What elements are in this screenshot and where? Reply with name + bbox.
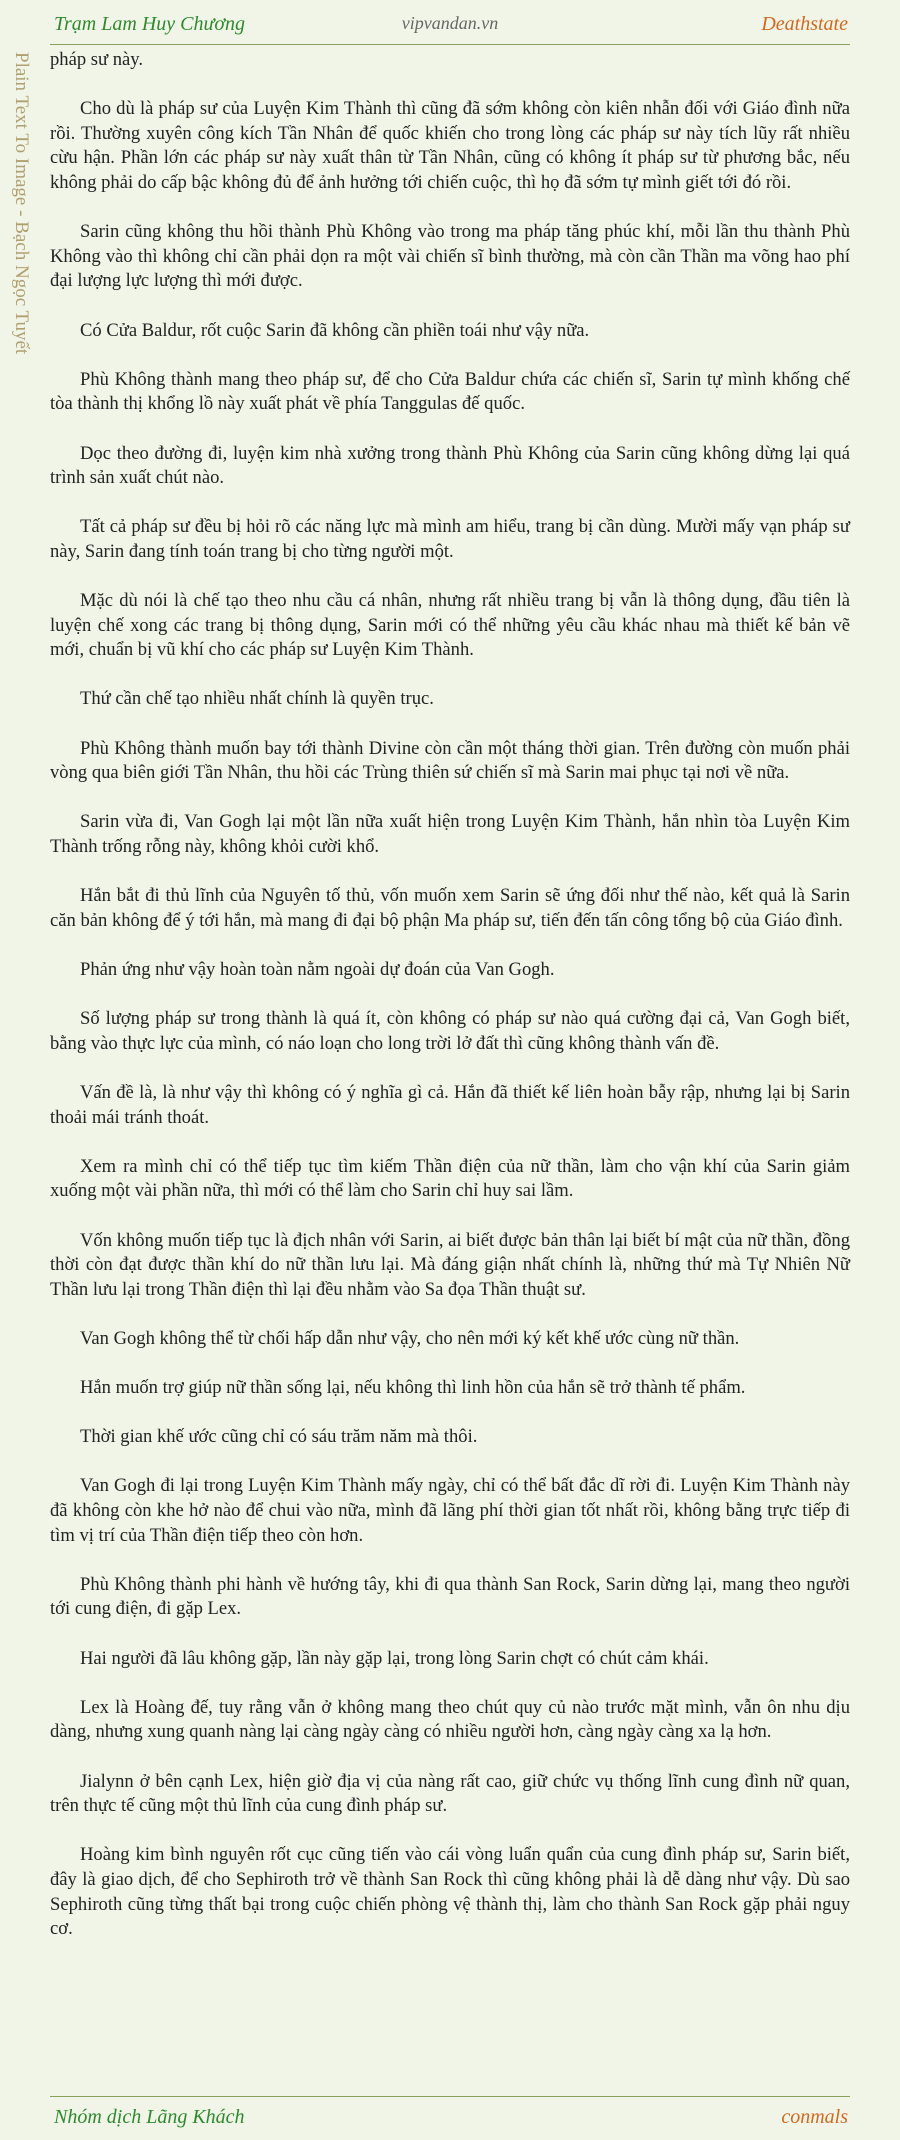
paragraph: Tất cả pháp sư đều bị hỏi rõ các năng lực mà mình am hiểu, trang bị cần dùng. Mười mấy vạn pháp sư này, Sarin đang tính toán trang bị cho từng người một. bbox=[50, 516, 850, 562]
paragraph: Van Gogh không thể từ chối hấp dẫn như vậy, cho nên mới ký kết khế ước cùng nữ thần. bbox=[80, 1327, 740, 1349]
paragraph: Hai người đã lâu không gặp, lần này gặp lại, trong lòng Sarin chợt có chút cảm khái. bbox=[80, 1647, 709, 1669]
paragraph: Sarin cũng không thu hồi thành Phù Không vào trong ma pháp tăng phúc khí, mỗi lần thu thành Phù Không vào thì không chỉ cần phải dọn ra một vài chiến sĩ bình thường, mà còn cần Thần ma võng hao phí đại lượng lực lượng thì mới được. bbox=[50, 221, 850, 292]
paragraph: Vấn đề là, là như vậy thì không có ý nghĩa gì cả. Hắn đã thiết kế liên hoàn bẫy rập, nhưng lại bị Sarin thoải mái tránh thoát. bbox=[50, 1081, 850, 1128]
paragraph: Phù Không thành mang theo pháp sư, để cho Cửa Baldur chứa các chiến sĩ, Sarin tự mình khống chế tòa thành thị khổng lồ này xuất phát về phía Tanggulas đế quốc. bbox=[50, 368, 850, 415]
header-url: vipvandan.vn bbox=[401, 13, 499, 33]
paragraph: Số lượng pháp sư trong thành là quá ít, còn không có pháp sư nào quá cường đại cả, Van Gogh biết, bằng vào thực lực của mình, có náo loạn cho long trời lở đất thì cũng không thành vấn đề. bbox=[50, 1008, 850, 1054]
paragraph: Hắn bắt đi thủ lĩnh của Nguyên tố thủ, vốn muốn xem Sarin sẽ ứng đối như thế nào, kết quả là Sarin căn bản không để ý tới hắn, mà mang đi đại bộ phận Ma pháp sư, tiến đến tấn công tổng bộ của Giáo đình. bbox=[50, 885, 850, 931]
paragraph: Thời gian khế ước cũng chỉ có sáu trăm năm mà thôi. bbox=[80, 1426, 478, 1448]
paragraph: Hoàng kim bình nguyên rốt cục cũng tiến vào cái vòng luẩn quẩn của cung đình pháp sư, Sarin biết, đây là giao dịch, để cho Sephiroth trở về thành San Rock thì cũng không phải là dễ dàng như vậy. Dù sao Sephiroth cũng từng thất bại trong cuộc chiến phòng vệ thành thị, làm cho thành San Rock gặp phải nguy cơ. bbox=[50, 1844, 850, 1940]
paragraph: Van Gogh đi lại trong Luyện Kim Thành mấy ngày, chỉ có thể bất đắc dĩ rời đi. Luyện Kim Thành này đã không còn khe hở nào để chui vào nữa, mình đã lãng phí thời gian tốt nhất rồi, không bằng trực tiếp đi tìm vị trí của Thần điện tiếp theo còn hơn. bbox=[50, 1475, 850, 1546]
header-site-name: Trạm Lam Huy Chương bbox=[54, 13, 246, 35]
footer-divider bbox=[50, 2096, 850, 2097]
paragraph: Mặc dù nói là chế tạo theo nhu cầu cá nhân, nhưng rất nhiều trang bị vẫn là thông dụng, đầu tiên là luyện chế xong các trang bị thông dụng, Sarin mới có thể những yêu cầu khác nhau mà thiết kế bản vẽ mới, chuẩn bị vũ khí cho các pháp sư Luyện Kim Thành. bbox=[50, 590, 850, 661]
page-footer bbox=[50, 2100, 850, 2136]
footer-editor: conmals bbox=[781, 2106, 848, 2128]
chapter-text bbox=[50, 48, 850, 1966]
paragraph: Cho dù là pháp sư của Luyện Kim Thành thì cũng đã sớm không còn kiên nhẫn đối với Giáo đình nữa rồi. Thường xuyên công kích Tần Nhân để quốc khiến cho trong lòng các pháp sư này tích lũy rất nhiều cừu hận. Phần lớn các pháp sư này xuất thân từ Tần Nhân, cũng có không ít pháp sư từ phương bắc, nếu không phải do cấp bậc không đủ để ảnh hưởng tới chiến cuộc, thì họ đã sớm tự mình giết tới đó rồi. bbox=[50, 98, 850, 193]
paragraph: Sarin vừa đi, Van Gogh lại một lần nữa xuất hiện trong Luyện Kim Thành, hắn nhìn tòa Luyện Kim Thành trống rỗng này, không khỏi cười khổ. bbox=[50, 811, 850, 857]
header-divider bbox=[50, 44, 850, 45]
paragraph: Lex là Hoàng đế, tuy rằng vẫn ở không mang theo chút quy củ nào trước mặt mình, vẫn ôn nhu dịu dàng, nhưng xung quanh nàng lại càng ngày càng có nhiều người hơn, càng ngày càng xa lạ hơn. bbox=[50, 1696, 850, 1743]
footer-translator-group: Nhóm dịch Lãng Khách bbox=[54, 2106, 245, 2128]
paragraph: Thứ cần chế tạo nhiều nhất chính là quyền trục. bbox=[80, 688, 434, 710]
sidebar-watermark bbox=[12, 52, 38, 392]
paragraph: Jialynn ở bên cạnh Lex, hiện giờ địa vị của nàng rất cao, giữ chức vụ thống lĩnh cung đình nữ quan, trên thực tế cũng một thủ lĩnh của cung đình pháp sư. bbox=[50, 1770, 850, 1817]
paragraph: Phù Không thành muốn bay tới thành Divine còn cần một tháng thời gian. Trên đường còn muốn phải vòng qua biên giới Tần Nhân, thu hồi các Trùng thiên sứ chiến sĩ mà Sarin mai phục tại nơi về nữa. bbox=[50, 737, 850, 784]
paragraph: Phù Không thành phi hành về hướng tây, khi đi qua thành San Rock, Sarin dừng lại, mang theo người tới cung điện, đi gặp Lex. bbox=[50, 1573, 850, 1620]
sidebar-watermark-text: Plain Text To Image - Bạch Ngọc Tuyết bbox=[11, 52, 32, 355]
paragraph: Hắn muốn trợ giúp nữ thần sống lại, nếu không thì linh hồn của hắn sẽ trở thành tế phẩm. bbox=[80, 1377, 746, 1399]
paragraph: Có Cửa Baldur, rốt cuộc Sarin đã không cần phiền toái như vậy nữa. bbox=[80, 319, 590, 341]
header-author: Deathstate bbox=[761, 13, 848, 35]
paragraph: Dọc theo đường đi, luyện kim nhà xưởng trong thành Phù Không của Sarin cũng không dừng lại quá trình sản xuất chút nào. bbox=[50, 442, 850, 489]
paragraph: Vốn không muốn tiếp tục là địch nhân với Sarin, ai biết được bản thân lại biết bí mật của nữ thần, đồng thời còn đạt được thần khí do nữ thần lưu lại. Mà đáng giận nhất chính là, những thứ mà Tự Nhiên Nữ Thần lưu lại trong Thần điện thì lại đều nhằm vào Sa đọa Thần thuật sư. bbox=[50, 1229, 850, 1300]
paragraph: Xem ra mình chỉ có thể tiếp tục tìm kiếm Thần điện của nữ thần, làm cho vận khí của Sarin giảm xuống một vài phần nữa, thì mới có thể làm cho Sarin chỉ huy sai lầm. bbox=[50, 1155, 850, 1202]
paragraph: Phản ứng như vậy hoàn toàn nằm ngoài dự đoán của Van Gogh. bbox=[80, 958, 555, 980]
paragraph: pháp sư này. bbox=[50, 49, 144, 70]
page-header bbox=[50, 0, 850, 46]
